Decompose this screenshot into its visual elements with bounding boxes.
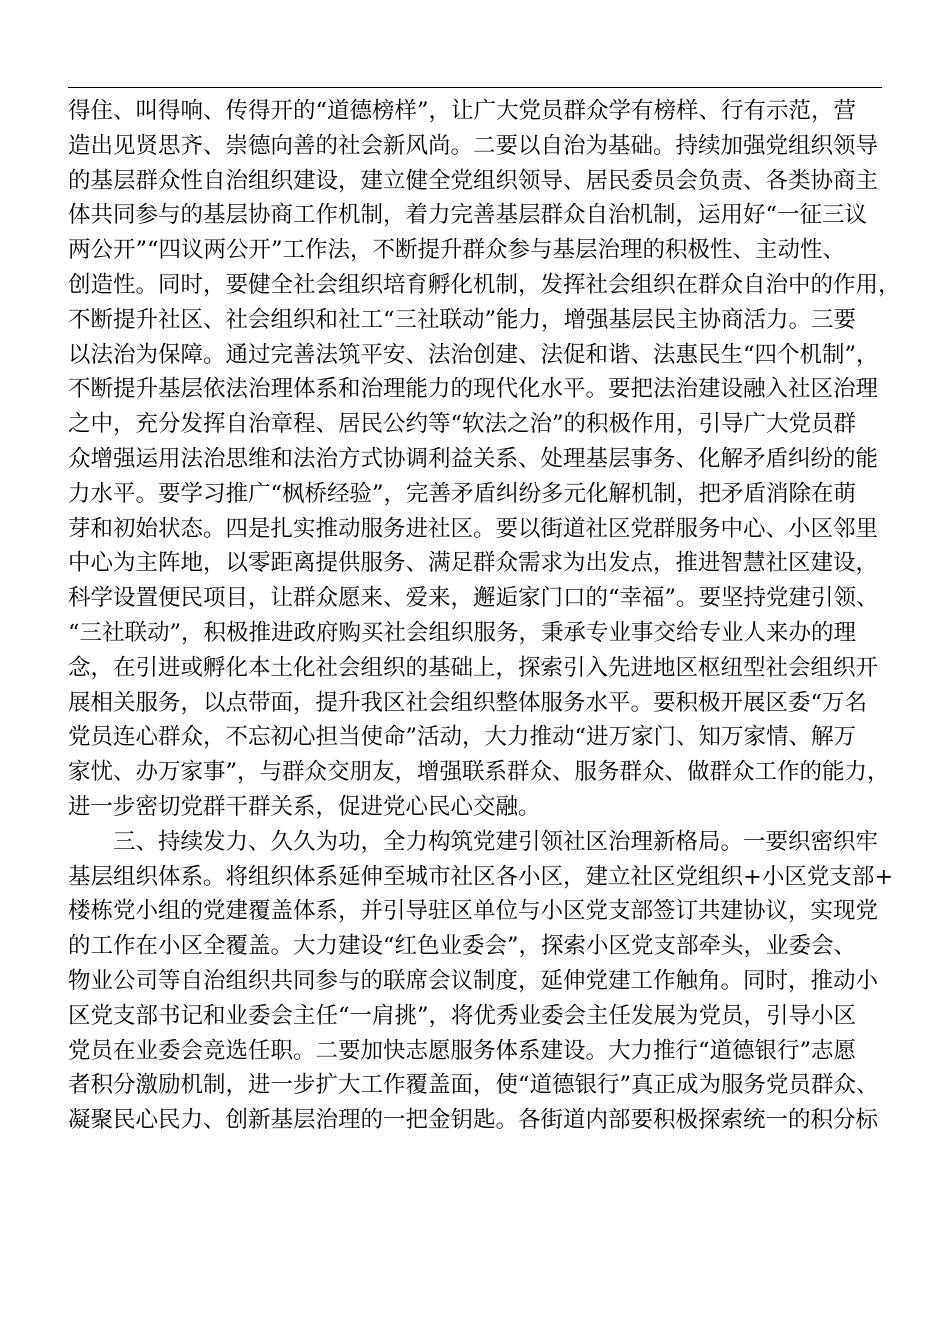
text-line: 楼栋党小组的党建覆盖体系，并引导驻区单位与小区党支部签订共建协议，实现党 (68, 898, 879, 925)
text-line: 的基层群众性自治组织建设，建立健全党组织领导、居民委员会负责、各类协商主 (68, 167, 879, 194)
text-line: 得住、叫得响、传得开的“道德榜样”，让广大党员群众学有榜样、行有示范，营 (68, 98, 857, 124)
text-line: 芽和初始状态。四是扎实推动服务进社区。要以街道社区党群服务中心、小区邻里 (68, 515, 879, 542)
text-line: 区党支部书记和业委会主任“一肩挑”，将优秀业委会主任发展为党员，引导小区 (68, 1002, 857, 1029)
text-line: 物业公司等自治组织共同参与的联席会议制度，延伸党建工作触角。同时，推动小 (68, 967, 879, 994)
text-line: 进一步密切党群干群关系，促进党心民心交融。 (68, 793, 541, 820)
text-line: 党员在业委会竞选任职。二要加快志愿服务体系建设。大力推行“道德银行”志愿 (68, 1037, 857, 1064)
text-line: 念，在引进或孵化本土化社会组织的基础上，探索引入先进地区枢纽型社会组织开 (68, 654, 879, 681)
text-line: 科学设置便民项目，让群众愿来、爱来，邂逅家门口的“幸福”。要坚持党建引领、 (68, 585, 879, 612)
text-line: 展相关服务，以点带面，提升我区社会组织整体服务水平。要积极开展区委“万名 (68, 689, 868, 716)
text-line: 中心为主阵地，以零距离提供服务、满足群众需求为出发点，推进智慧社区建设， (68, 550, 879, 577)
paragraph-start-line: 三、持续发力、久久为功，全力构筑党建引领社区治理新格局。一要织密织牢 (68, 828, 879, 855)
text-line: 不断提升社区、社会组织和社工“三社联动”能力，增强基层民主协商活力。三要 (68, 306, 857, 333)
text-line: 创造性。同时，要健全社会组织培育孵化机制，发挥社会组织在群众自治中的作用， (68, 271, 901, 298)
text-line: 凝聚民心民力、创新基层治理的一把金钥匙。各街道内部要积极探索统一的积分标 (68, 1107, 879, 1134)
text-line: 家忧、办万家事”，与群众交朋友，增强联系群众、服务群众、做群众工作的能力， (68, 759, 890, 786)
body-text (68, 94, 901, 1138)
text-line: 之中，充分发挥自治章程、居民公约等“软法之治”的积极作用，引导广大党员群 (68, 411, 857, 438)
text-line: 造出见贤思齐、崇德向善的社会新风尚。二要以自治为基础。持续加强党组织领导 (68, 132, 879, 159)
header-rule (68, 87, 882, 88)
text-line: 力水平。要学习推广“枫桥经验”，完善矛盾纠纷多元化解机制，把矛盾消除在萌 (68, 480, 857, 507)
text-line: “三社联动”，积极推进政府购买社会组织服务，秉承专业事交给专业人来办的理 (68, 619, 857, 646)
text-line: 不断提升基层依法治理体系和治理能力的现代化水平。要把法治建设融入社区治理 (68, 376, 879, 403)
text-line: 党员连心群众，不忘初心担当使命”活动，大力推动“进万家门、知万家情、解万 (68, 724, 857, 751)
text-line: 众增强运用法治思维和法治方式协调利益关系、处理基层事务、化解矛盾纠纷的能 (68, 445, 879, 472)
text-line: 以法治为保障。通过完善法筑平安、法治创建、法促和谐、法惠民生“四个机制”， (68, 341, 879, 368)
text-line: 基层组织体系。将组织体系延伸至城市社区各小区，建立社区党组织+小区党支部+ (68, 863, 894, 890)
text-line: 体共同参与的基层协商工作机制，着力完善基层群众自治机制，运用好“一征三议 (68, 202, 868, 229)
text-line: 的工作在小区全覆盖。大力建设“红色业委会”，探索小区党支部牵头，业委会、 (68, 933, 857, 960)
text-line: 两公开”“四议两公开”工作法，不断提升群众参与基层治理的积极性、主动性、 (68, 237, 846, 264)
text-line: 者积分激励机制，进一步扩大工作覆盖面，使“道德银行”真正成为服务党员群众、 (68, 1072, 879, 1099)
